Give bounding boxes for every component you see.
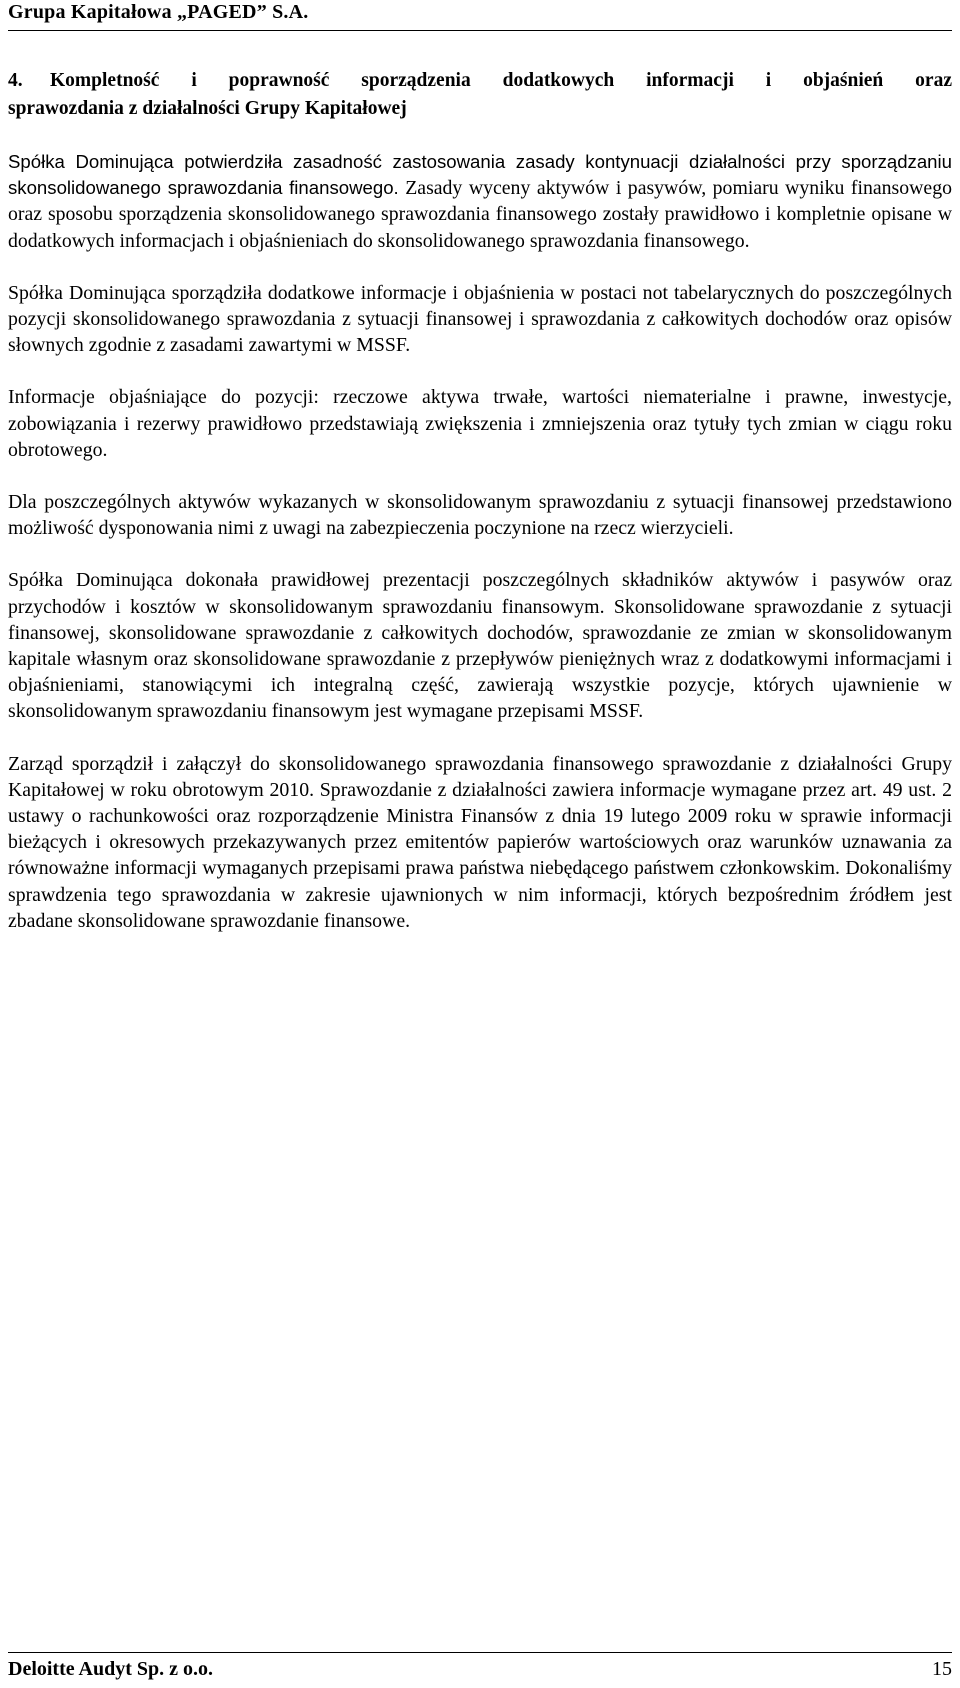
paragraph-sans-part: Spółka Dominująca potwierdziła zasadność zastosowania zasady kontynuacji działalności przy sporządzaniu skonsolidowanego sprawozdania finansowego. [8, 151, 952, 199]
paragraph-explanatory-info: Informacje objaśniające do pozycji: rzeczowe aktywa trwałe, wartości niematerialne i prawne, inwestycje, zobowiązania i rezerwy prawidłowo przedstawiają zwiększenia i zmniejszenia oraz tytuły tych zmian w ciągu roku obrotowego. [8, 386, 952, 461]
section-title-line1: Kompletność i poprawność sporządzenia dodatkowych informacji i objaśnień oraz [50, 70, 952, 91]
paragraph-serif-part: Zasady wyceny aktywów i pasywów, pomiaru wyniku finansowego oraz sposobu sporządzenia skonsolidowanego sprawozdania finansowego zostały prawidłowo i kompletnie opisane w dodatkowych informacjach i objaśnieniach do skonsolidowanego sprawozdania finansowego. [8, 177, 952, 252]
section-number: 4. [8, 70, 23, 91]
section-heading-line1 [8, 67, 952, 95]
page-header [8, 0, 952, 31]
header-title: Grupa Kapitałowa „PAGED” S.A. [8, 1, 309, 23]
paragraph-going-concern [8, 149, 952, 254]
paragraph-presentation: Spółka Dominująca dokonała prawidłowej prezentacji poszczególnych składników aktywów i pasywów oraz przychodów i kosztów w skonsolidowanym sprawozdaniu finansowym. Skonsolidowane sprawozdanie z sytuacji finansowej, skonsolidowane sprawozdanie z całkowitych dochodów, sprawozdanie ze zmian w skonsolidowanym kapitale własnym oraz skonsolidowane sprawozdanie z przepływów pieniężnych wraz z dodatkowymi informacjami i objaśnieniami, stanowiącymi ich integralną część, zawierają wszystkie pozycje, których ujawnienie w skonsolidowanym sprawozdaniu finansowym jest wymagane przepisami MSSF. [8, 569, 952, 723]
page-number: 15 [932, 1658, 952, 1680]
paragraph-management-report: Zarząd sporządził i załączył do skonsolidowanego sprawozdania finansowego sprawozdanie z działalności Grupy Kapitałowej w roku obrotowym 2010. Sprawozdanie z działalności zawiera informacje wymagane przez art. 49 ust. 2 ustawy o rachunkowości oraz rozporządzenie Ministra Finansów z dnia 19 lutego 2009 roku w sprawie informacji bieżących i okresowych przekazywanych przez emitentów papierów wartościowych oraz warunków uznawania za równoważne informacji wymaganych przepisami prawa państwa niebędącego państwem członkowskim. Dokonaliśmy sprawdzenia tego sprawozdania w zakresie ujawnionych w nim informacji, których bezpośrednim źródłem jest zbadane skonsolidowane sprawozdanie finansowe. [8, 752, 952, 932]
page-footer [8, 1652, 952, 1683]
footer-company: Deloitte Audyt Sp. z o.o. [8, 1658, 213, 1680]
section-title-line2: sprawozdania z działalności Grupy Kapitałowej [8, 98, 407, 119]
paragraph-assets: Dla poszczególnych aktywów wykazanych w skonsolidowanym sprawozdaniu z sytuacji finansowej przedstawiono możliwość dysponowania nimi z uwagi na zabezpieczenia poczynione na rzecz wierzycieli. [8, 491, 952, 540]
document-body [8, 149, 952, 960]
paragraph-notes: Spółka Dominująca sporządziła dodatkowe informacje i objaśnienia w postaci not tabelarycznych do poszczególnych pozycji skonsolidowanego sprawozdania z sytuacji finansowej i sprawozdania z całkowitych dochodów oraz opisów słownych zgodnie z zasadami zawartymi w MSSF. [8, 281, 952, 357]
section-heading [8, 67, 952, 123]
